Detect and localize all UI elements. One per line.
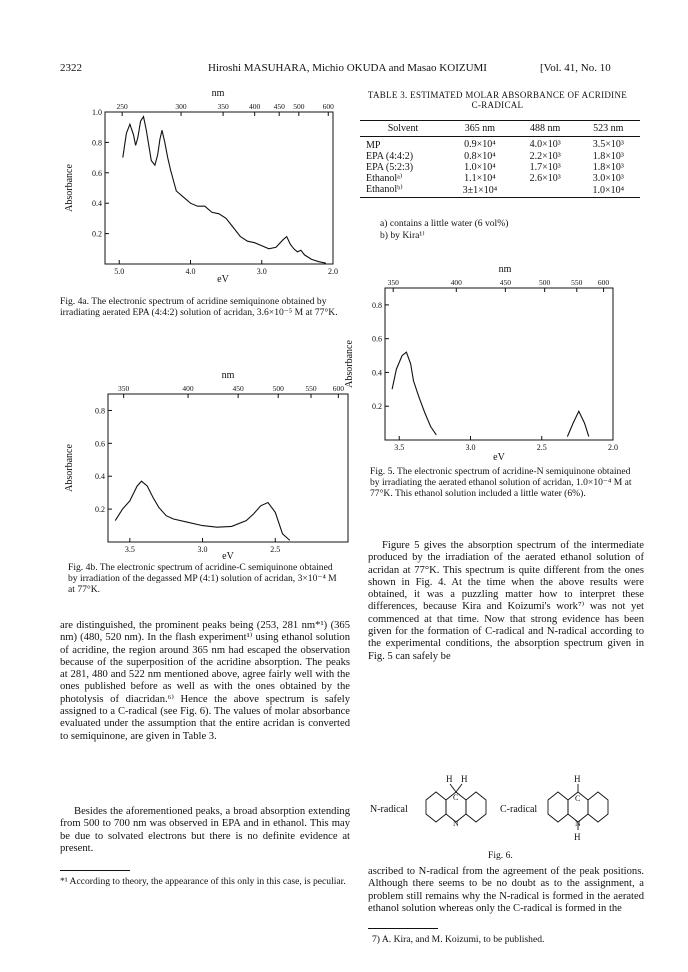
table3-title-line2: C-RADICAL — [471, 100, 524, 110]
footnote: *¹ According to theory, the appearance of this only in this case, is peculiar. — [60, 876, 346, 887]
fig5-ylabel: Absorbance — [344, 340, 355, 388]
top-tick-label: 350 — [118, 384, 130, 393]
fig6-structures — [368, 770, 644, 850]
fig4b-caption: Fig. 4b. The electronic spectrum of acridine-C semiquinone obtained by irradiation of the degassed MP (4:1) solution of acridan, 3×10⁻⁴ M at 77°K. — [68, 562, 337, 596]
y-tick-label: 0.8 — [92, 138, 102, 148]
y-tick-label: 0.6 — [95, 439, 105, 449]
running-authors: Hiroshi MASUHARA, Michio OKUDA and Masao KOIZUMI — [208, 62, 487, 74]
top-tick-label: 500 — [539, 278, 551, 287]
fig4a-y-ticks — [92, 108, 109, 239]
footnote-rule — [60, 870, 130, 871]
y-tick-label: 0.4 — [95, 472, 105, 482]
x-tick-label: 3.5 — [394, 443, 405, 452]
fig5-chart — [344, 262, 645, 464]
table-row: EPA (5:2:3) 1.0×10⁴ 1.7×10³ 1.8×10³ — [366, 162, 624, 173]
fig6-c-h-bottom: H — [574, 832, 581, 842]
x-tick-label: 3.0 — [197, 545, 208, 554]
y-tick-label: 0.4 — [372, 368, 382, 378]
fig6-n-n-atom: N — [453, 819, 459, 828]
table-row: Ethanolᵇ⁾ 3±1×10⁴ 1.0×10⁴ — [360, 184, 640, 198]
fig5-top-ticks — [388, 278, 610, 292]
table3-title — [355, 90, 640, 110]
x-tick-label: 3.0 — [465, 443, 476, 452]
reference-rule — [368, 928, 438, 929]
fig5-frame — [385, 288, 613, 440]
fig6-n-label: N-radical — [370, 804, 408, 815]
top-tick-label: 550 — [305, 384, 317, 393]
fig4a-top-ticks — [117, 102, 335, 116]
fig4b-top-ticks — [118, 384, 344, 398]
top-tick-label: 400 — [450, 278, 462, 287]
table3-header: 365 nm — [464, 123, 496, 134]
x-tick-label: 2.0 — [608, 443, 618, 452]
fig6-n-c-atom: C — [453, 793, 459, 802]
table3-header: 523 nm — [593, 123, 624, 134]
table3-header: Solvent — [387, 123, 419, 134]
table-row: MP 0.9×10⁴ 4.0×10³ 3.5×10³ — [366, 138, 624, 151]
table3-title-line1: TABLE 3. ESTIMATED MOLAR ABSORBANCE OF ACRIDINE — [367, 90, 628, 100]
fig4b-frame — [108, 394, 348, 542]
top-tick-label: 250 — [116, 102, 128, 111]
top-tick-label: 450 — [232, 384, 244, 393]
x-tick-label: 3.5 — [124, 545, 135, 554]
fig4b-chart — [58, 370, 348, 560]
top-tick-label: 350 — [387, 278, 399, 287]
x-tick-label: 2.5 — [270, 545, 281, 554]
fig4a-series-line — [123, 117, 326, 264]
fig6-n-h-left: H — [446, 774, 453, 784]
y-tick-label: 0.2 — [92, 229, 102, 239]
fig6-c-c-atom: C — [575, 794, 581, 803]
y-tick-label: 0.6 — [372, 334, 382, 344]
fig5-series-line — [392, 352, 436, 435]
left-paragraph-1: are distinguished, the prominent peaks being (253, 281 nm*¹) (365 nm) (480, 520 nm). In the flash experiment¹⁾ using ethanol solution of acridine, the region around 365 nm had escaped the observation because of the superposition of the acridine absorption. The peaks at 281, 480 and 522 nm mentioned above, agree fairly well with the ones published before as well as with the ones obtained by the photolysis of diacridan.⁶⁾ Hence the above spectrum is safely assigned to a C-radical (see Fig. 6). The values of molar absorbance evaluated under the assumption that the entire acridan is converted to semiquinone, are given in Table 3. — [60, 620, 350, 742]
top-tick-label: 350 — [217, 102, 229, 111]
fig6-caption: Fig. 6. — [488, 850, 513, 861]
top-tick-label: 500 — [293, 102, 305, 111]
fig4b-ylabel: Absorbance — [64, 444, 75, 492]
top-tick-label: 500 — [272, 384, 284, 393]
fig4b-y-ticks — [95, 406, 112, 514]
fig6-n-h-right: H — [461, 774, 468, 784]
table-row: Ethanolᵃ⁾ 1.1×10⁴ 2.6×10³ 3.0×10³ — [366, 173, 624, 184]
top-tick-label: 400 — [182, 384, 194, 393]
volume-info: [Vol. 41, No. 10 — [540, 62, 611, 74]
table3-note-a: a) contains a little water (6 vol%) — [380, 218, 509, 229]
page-number: 2322 — [60, 62, 82, 74]
left-paragraph-2: Besides the aforementioned peaks, a broad absorption extending from 500 to 700 nm was observed in EPA and in ethanol. This may be due to solvated electrons but there is no definite evidence at present. — [60, 806, 350, 854]
x-tick-label: 3.0 — [256, 267, 267, 276]
y-tick-label: 0.6 — [92, 168, 102, 178]
y-tick-label: 0.8 — [95, 406, 105, 416]
y-tick-label: 0.2 — [95, 505, 105, 515]
fig4b-top-axis-label: nm — [221, 370, 235, 381]
fig4a-caption: Fig. 4a. The electronic spectrum of acridine semiquinone obtained by irradiating aerated EPA (4:4:2) solution of acridan, 3.6×10⁻⁵ M at 77°K. — [60, 296, 338, 319]
fig6-c-h-top: H — [574, 774, 581, 784]
x-tick-label: 2.5 — [536, 443, 547, 452]
top-tick-label: 400 — [249, 102, 261, 111]
fig4a-frame — [105, 112, 333, 264]
x-tick-label: 2.0 — [328, 267, 338, 276]
y-tick-label: 0.4 — [92, 199, 102, 209]
fig4b-series-line — [115, 481, 289, 540]
fig5-caption: Fig. 5. The electronic spectrum of acridine-N semiquinone obtained by irradiating the aerated ethanol solution of acridan, 1.0×10⁻⁴ M at 77°K. This ethanol solution included a little water (6%). — [370, 466, 632, 500]
top-tick-label: 450 — [273, 102, 285, 111]
y-tick-label: 1.0 — [92, 108, 102, 117]
fig5-y-ticks — [372, 301, 389, 411]
table3-note-b: b) by Kira¹⁾ — [380, 230, 425, 241]
x-tick-label: 4.0 — [185, 267, 196, 276]
top-tick-label: 300 — [175, 102, 187, 111]
fig5-top-axis-label: nm — [498, 264, 512, 275]
top-tick-label: 600 — [332, 384, 344, 393]
top-tick-label: 600 — [597, 278, 610, 287]
table-row: EPA (4:4:2) 0.8×10⁴ 2.2×10³ 1.8×10³ — [366, 151, 624, 162]
fig4b-x-ticks — [125, 538, 280, 554]
top-tick-label: 550 — [571, 278, 583, 287]
fig4a-chart — [58, 86, 348, 284]
reference-7: 7) A. Kira, and M. Koizumi, to be published. — [372, 934, 545, 945]
fig4b-xlabel: eV — [222, 551, 234, 562]
table3-header: 488 nm — [530, 123, 561, 134]
fig5-series-line — [567, 411, 588, 436]
fig4a-ylabel: Absorbance — [64, 164, 75, 212]
top-tick-label: 600 — [322, 102, 334, 111]
y-tick-label: 0.2 — [372, 402, 382, 412]
fig6-c-n-atom: N — [575, 819, 581, 828]
fig5-xlabel: eV — [493, 452, 505, 463]
right-paragraph-1: Figure 5 gives the absorption spectrum of the intermediate produced by the irradiation of the aerated ethanol solution of acridan at 77°K. This spectrum is quite different from the ones shown in Fig. 4. At the time when the above results were obtained, it was a puzzling matter how to interpret these differences, because Kira and Koizumi's work⁷⁾ was not yet commenced at that time. Now that strong evidence has been given for the formation of C-radical and N-radical according to the experimental conditions, the absorption spectrum given in Fig. 5 can safely be — [368, 540, 644, 662]
y-tick-label: 0.8 — [372, 300, 382, 310]
fig5-x-ticks — [394, 436, 618, 452]
x-tick-label: 5.0 — [114, 267, 125, 276]
fig6-c-label: C-radical — [500, 804, 538, 815]
fig4a-xlabel: eV — [217, 274, 229, 285]
table3 — [360, 120, 640, 198]
right-paragraph-2: ascribed to N-radical from the agreement of the peak positions. Although there seems to be no doubt as to the assignment, a problem still remains why the N-radical is formed in the aerated ethanol solution whereas only the C-radical is formed in the — [368, 866, 644, 914]
fig6-n-radical-structure — [426, 784, 486, 822]
top-tick-label: 450 — [499, 278, 512, 287]
fig4a-top-axis-label: nm — [211, 88, 225, 99]
